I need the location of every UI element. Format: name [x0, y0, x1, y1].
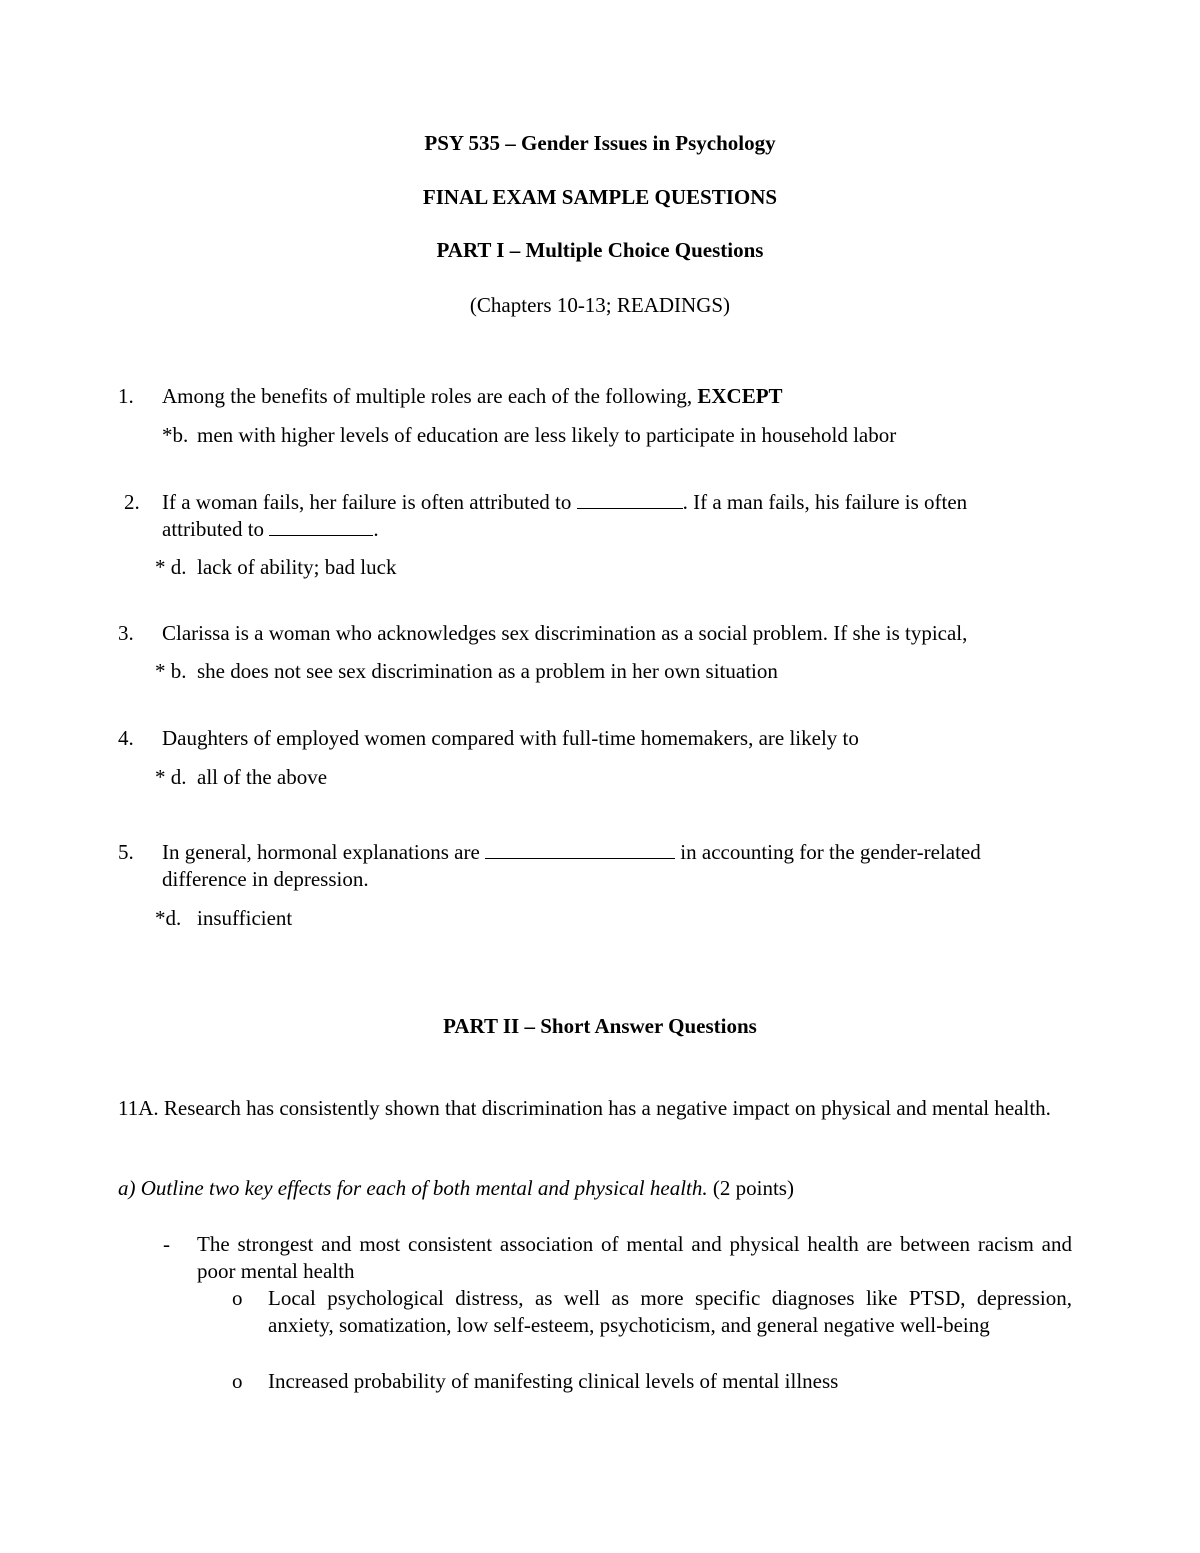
- answer-blank: [577, 490, 683, 509]
- part2-title: PART II – Short Answer Questions: [443, 1014, 757, 1038]
- exam-title: FINAL EXAM SAMPLE QUESTIONS: [422, 185, 778, 209]
- answer-text: lack of ability; bad luck: [197, 555, 397, 579]
- question-number: 1.: [118, 384, 134, 408]
- answer-text: insufficient: [197, 906, 293, 930]
- answer-marker: *b.: [162, 423, 189, 447]
- question-number: 5.: [118, 840, 134, 864]
- question-text: Daughters of employed women compared with full-time homemakers, are likely to: [162, 726, 859, 750]
- sub-bullet-item-2: Increased probability of manifesting clinical levels of mental illness: [268, 1369, 839, 1393]
- question-text-line1: If a woman fails, her failure is often attributed to . If a man fails, his failure is often: [162, 490, 968, 514]
- question-text-line2: attributed to .: [162, 517, 379, 541]
- answer-text: all of the above: [197, 765, 328, 789]
- question-text-line2: difference in depression.: [162, 867, 369, 891]
- emphasis-except: EXCEPT: [697, 384, 783, 408]
- answer-text: men with higher levels of education are less likely to participate in household labor: [197, 423, 897, 447]
- question-number: 4.: [118, 726, 134, 750]
- question-text: Clarissa is a woman who acknowledges sex discrimination as a social problem. If she is typical,: [162, 621, 968, 645]
- answer-blank: [485, 840, 675, 859]
- question-11a: [118, 1095, 1058, 1122]
- part1-title: PART I – Multiple Choice Questions: [436, 238, 764, 262]
- question-number: 3.: [118, 621, 134, 645]
- bullet-marker: -: [163, 1232, 170, 1256]
- answer-blank: [269, 517, 373, 536]
- sub-question-a: [118, 1175, 794, 1202]
- sub-bullet-marker: o: [232, 1369, 243, 1393]
- course-title: PSY 535 – Gender Issues in Psychology: [424, 131, 776, 155]
- sub-bullet-item-1: Local psychological distress, as well as more specific diagnoses like PTSD, depression, anxiety, somatization, low self-esteem, psychoticism, and general negative well-being: [268, 1286, 1072, 1337]
- answer-marker: * d.: [155, 765, 187, 789]
- answer-marker: * b.: [155, 659, 187, 683]
- question-text: Among the benefits of multiple roles are each of the following, EXCEPT: [162, 384, 783, 408]
- question-text-line1: In general, hormonal explanations are in accounting for the gender-related: [162, 840, 981, 864]
- part1-scope: (Chapters 10-13; READINGS): [469, 293, 731, 317]
- sub-prompt: a) Outline two key effects for each of both mental and physical health.: [118, 1176, 708, 1200]
- question-number: 2.: [124, 490, 140, 514]
- answer-marker: * d.: [155, 555, 187, 579]
- answer-text: she does not see sex discrimination as a problem in her own situation: [197, 659, 778, 683]
- question-text: Research has consistently shown that discrimination has a negative impact on physical and mental health.: [163, 1096, 1051, 1120]
- answer-marker: *d.: [155, 906, 182, 930]
- sub-bullet-marker: o: [232, 1286, 243, 1310]
- bullet-text: The strongest and most consistent association of mental and physical health are between racism and poor mental health: [197, 1232, 1072, 1283]
- sub-points: (2 points): [707, 1176, 794, 1200]
- question-label: 11A.: [118, 1096, 159, 1120]
